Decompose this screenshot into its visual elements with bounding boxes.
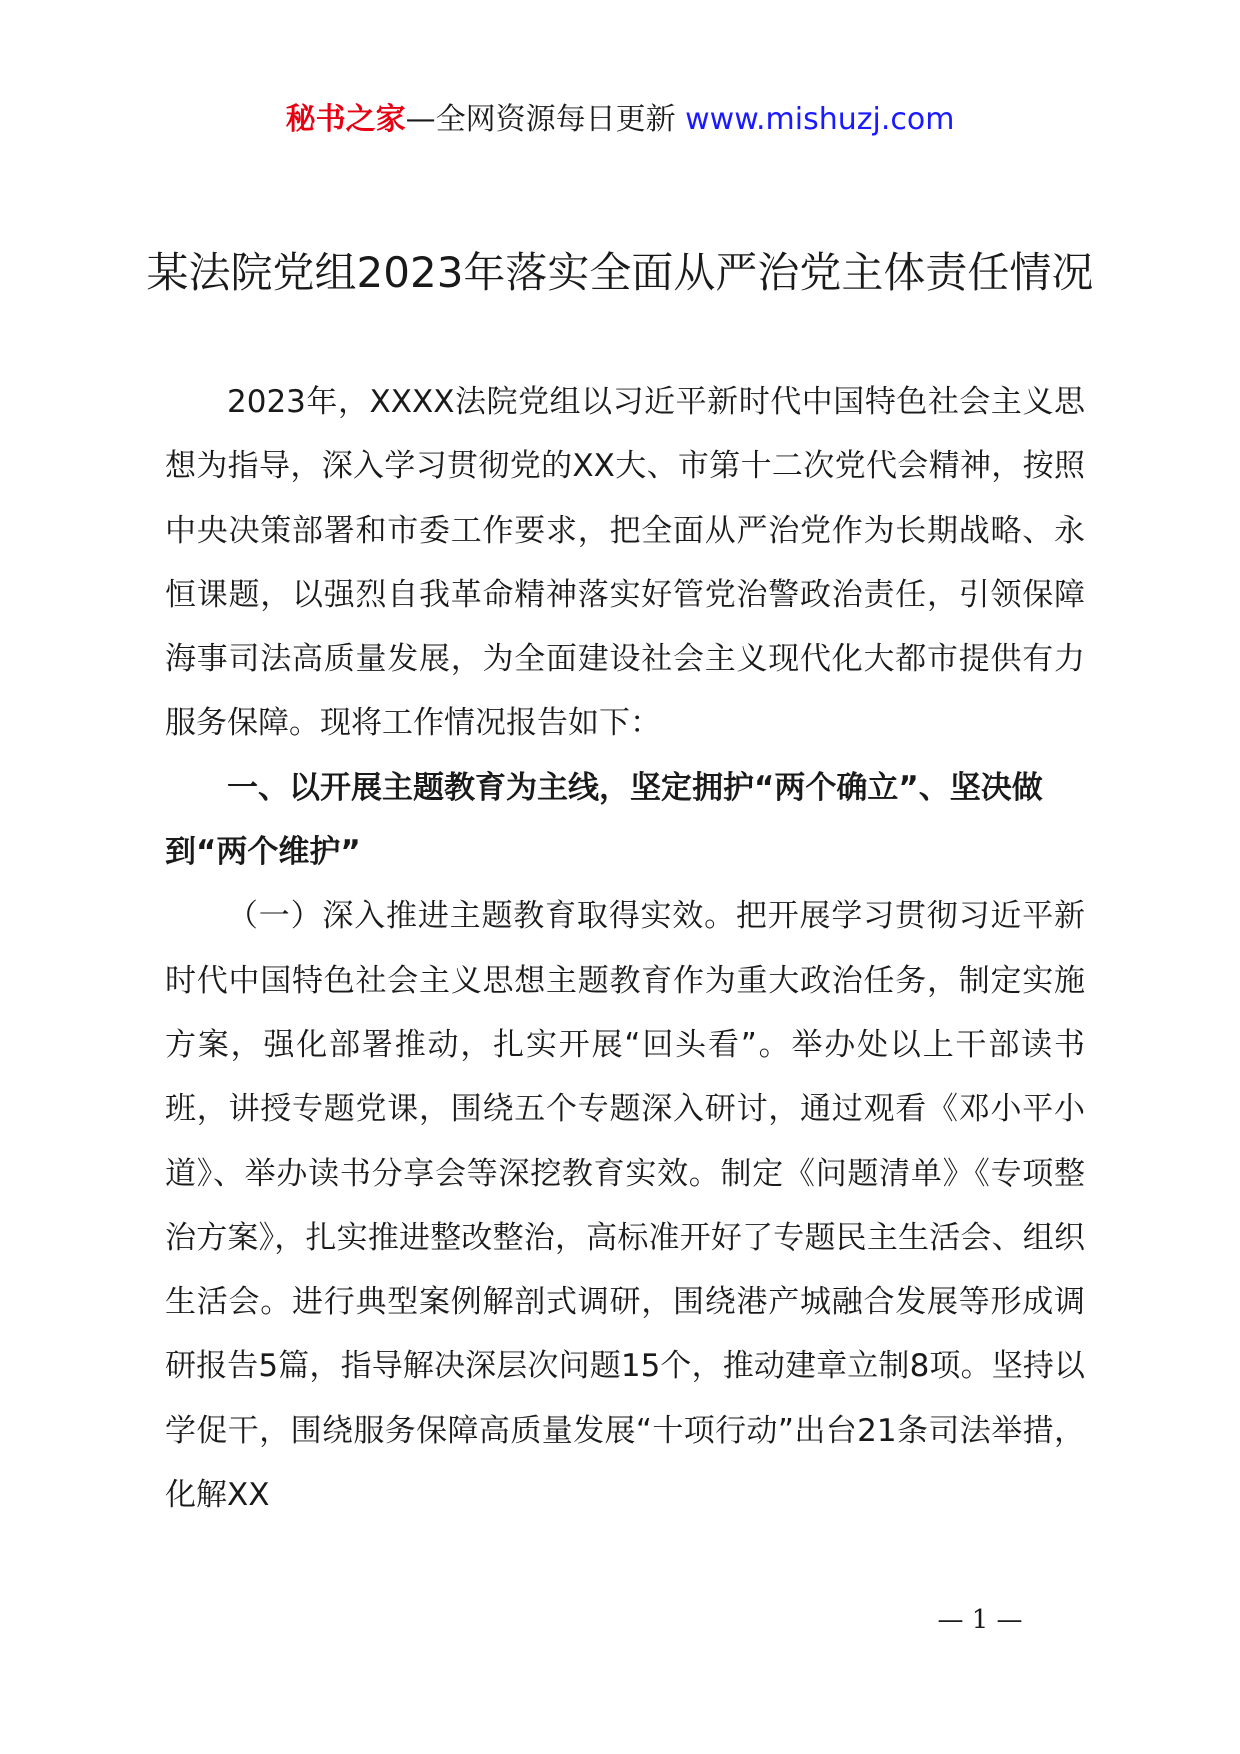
page-number: — 1 — xyxy=(937,1605,1023,1635)
document-body xyxy=(165,370,1085,1527)
section-heading-1: 一、以开展主题教育为主线，坚定拥护“两个确立”、坚决做到“两个维护” xyxy=(165,769,1043,871)
site-header xyxy=(0,100,1240,140)
site-url-link[interactable]: www.mishuzj.com xyxy=(685,102,955,137)
intro-paragraph: 2023年，XXXX法院党组以习近平新时代中国特色社会主义思想为指导，深入学习贯彻党的XX大、市第十二次党代会精神，按照中央决策部署和市委工作要求，把全面从严治党作为长期战略、永恒课题，以强烈自我革命精神落实好管党治警政治责任，引领保障海事司法高质量发展，为全面建设社会主义现代化大都市提供有力服务保障。现将工作情况报告如下： xyxy=(165,384,1085,742)
subsection-paragraph-1: （一）深入推进主题教育取得实效。把开展学习贯彻习近平新时代中国特色社会主义思想主题教育作为重大政治任务，制定实施方案，强化部署推动，扎实开展“回头看”。举办处以上干部读书班，讲授专题党课，围绕五个专题深入研讨，通过观看《邓小平小道》、举办读书分享会等深挖教育实效。制定《问题清单》《专项整治方案》，扎实推进整改整治，高标准开好了专题民主生活会、组织生活会。进行典型案例解剖式调研，围绕港产城融合发展等形成调研报告5篇，指导解决深层次问题15个，推动建章立制8项。坚持以学促干，围绕服务保障高质量发展“十项行动”出台21条司法举措，化解XX xyxy=(165,898,1085,1514)
document-title: 某法院党组2023年落实全面从严治党主体责任情况 xyxy=(146,248,1094,297)
site-brand: 秘书之家 xyxy=(285,102,406,137)
site-tagline: —全网资源每日更新 xyxy=(405,102,676,137)
